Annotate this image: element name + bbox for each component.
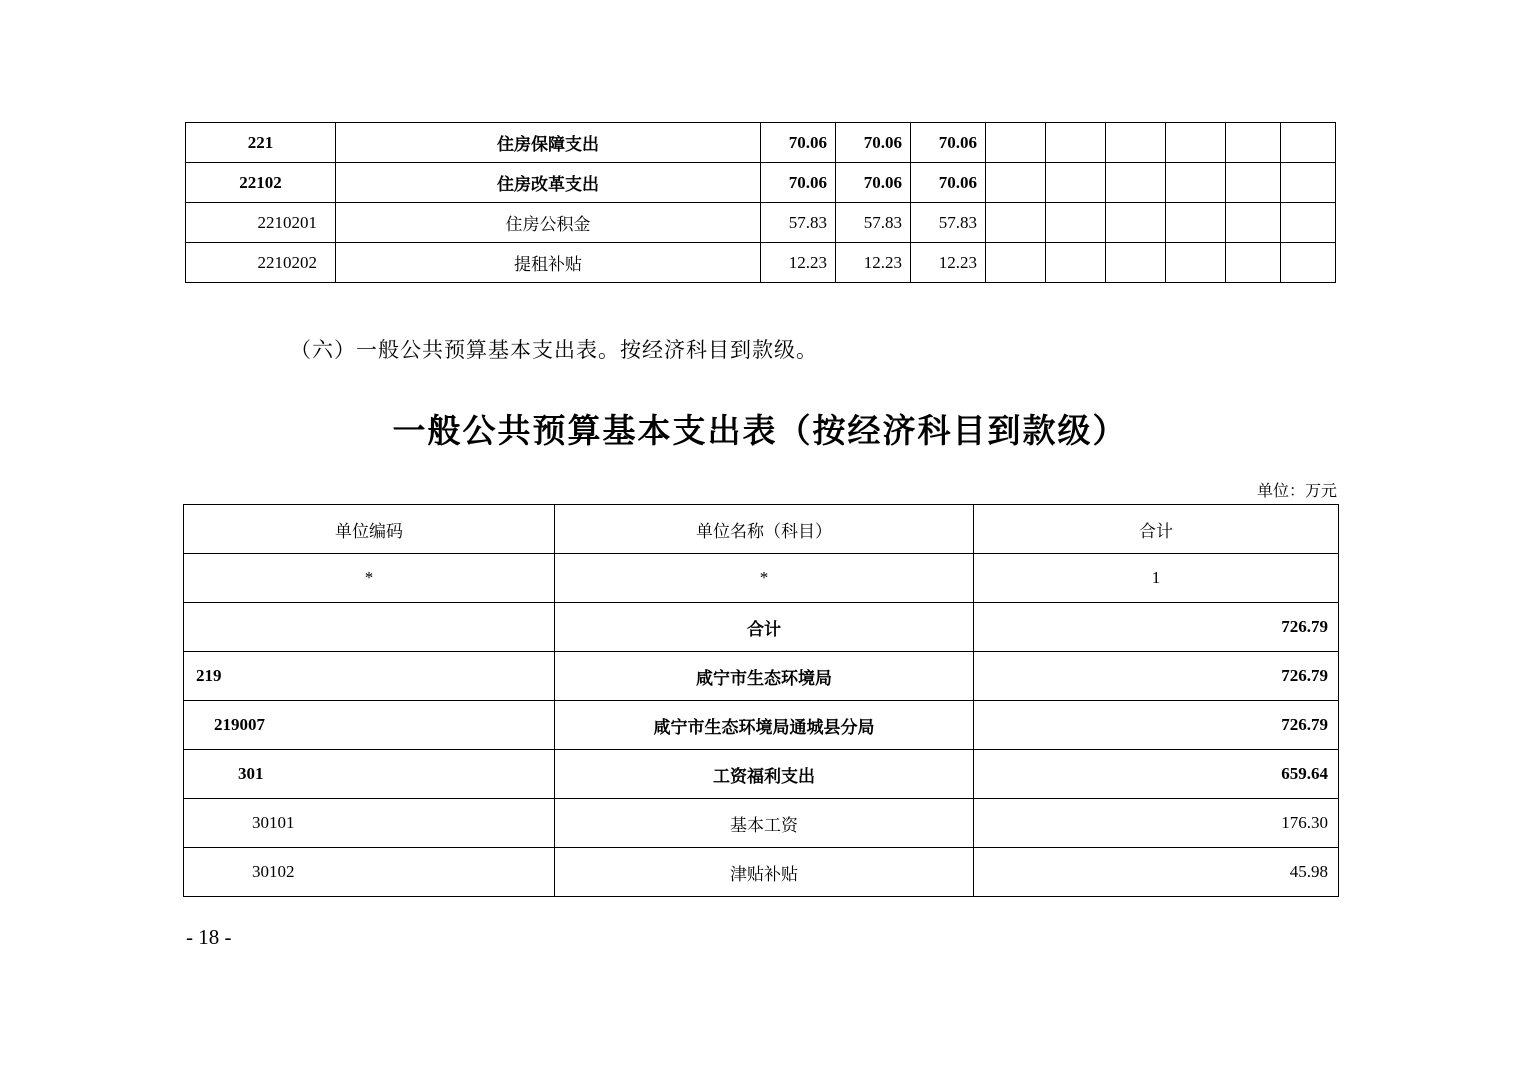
row-value-3: 57.83 xyxy=(911,203,986,243)
row-name: 提租补贴 xyxy=(336,243,761,283)
row-name: 住房保障支出 xyxy=(336,123,761,163)
row-value-3: 12.23 xyxy=(911,243,986,283)
table-row xyxy=(186,203,1336,243)
row-value: 45.98 xyxy=(974,848,1339,897)
continued-expenditure-table xyxy=(185,122,1335,283)
row-value-1: 57.83 xyxy=(761,203,836,243)
row-name: 住房公积金 xyxy=(336,203,761,243)
row-value-9 xyxy=(1281,243,1336,283)
top-table xyxy=(185,122,1336,283)
row-code: 2210201 xyxy=(186,203,336,243)
row-value-9 xyxy=(1281,123,1336,163)
table-header-row xyxy=(184,505,1339,554)
row-name: 工资福利支出 xyxy=(555,750,974,799)
row-code: 219007 xyxy=(184,701,555,750)
row-name: 咸宁市生态环境局 xyxy=(555,652,974,701)
row-value: 726.79 xyxy=(974,652,1339,701)
row-name: 住房改革支出 xyxy=(336,163,761,203)
row-name: 咸宁市生态环境局通城县分局 xyxy=(555,701,974,750)
row-code: 221 xyxy=(186,123,336,163)
table-row xyxy=(186,123,1336,163)
row-value: 726.79 xyxy=(974,701,1339,750)
row-value-1: 12.23 xyxy=(761,243,836,283)
table-row xyxy=(186,163,1336,203)
subheader-total: 1 xyxy=(974,554,1339,603)
page-number: - 18 - xyxy=(186,925,232,949)
table-row xyxy=(184,799,1339,848)
subheader-code: * xyxy=(184,554,555,603)
row-value-6 xyxy=(1106,163,1166,203)
row-value-1: 70.06 xyxy=(761,163,836,203)
row-value-5 xyxy=(1046,203,1106,243)
column-header-total: 合计 xyxy=(974,505,1339,554)
row-value-8 xyxy=(1226,163,1281,203)
section-paragraph: （六）一般公共预算基本支出表。按经济科目到款级。 xyxy=(290,338,818,362)
main-table xyxy=(183,504,1339,897)
row-name: 基本工资 xyxy=(555,799,974,848)
row-code: 301 xyxy=(184,750,555,799)
row-value-8 xyxy=(1226,123,1281,163)
row-value-7 xyxy=(1166,203,1226,243)
column-header-name: 单位名称（科目） xyxy=(555,505,974,554)
row-value-9 xyxy=(1281,163,1336,203)
table-row xyxy=(184,701,1339,750)
row-code: 2210202 xyxy=(186,243,336,283)
row-value-7 xyxy=(1166,243,1226,283)
basic-expenditure-table xyxy=(183,504,1338,897)
table-subheader-row xyxy=(184,554,1339,603)
row-name: 津贴补贴 xyxy=(555,848,974,897)
row-value-9 xyxy=(1281,203,1336,243)
table-row xyxy=(186,243,1336,283)
row-value-2: 70.06 xyxy=(836,123,911,163)
page-title: 一般公共预算基本支出表（按经济科目到款级） xyxy=(392,414,1128,450)
row-value-4 xyxy=(986,123,1046,163)
table-row xyxy=(184,603,1339,652)
row-value-1: 70.06 xyxy=(761,123,836,163)
row-code: 30101 xyxy=(184,799,555,848)
row-value-4 xyxy=(986,163,1046,203)
row-value-5 xyxy=(1046,123,1106,163)
column-header-code: 单位编码 xyxy=(184,505,555,554)
subheader-name: * xyxy=(555,554,974,603)
row-value: 726.79 xyxy=(974,603,1339,652)
row-value-4 xyxy=(986,203,1046,243)
row-value: 176.30 xyxy=(974,799,1339,848)
row-code: 22102 xyxy=(186,163,336,203)
row-value: 659.64 xyxy=(974,750,1339,799)
row-value-6 xyxy=(1106,243,1166,283)
row-value-7 xyxy=(1166,163,1226,203)
row-name: 合计 xyxy=(555,603,974,652)
row-value-2: 57.83 xyxy=(836,203,911,243)
row-value-2: 70.06 xyxy=(836,163,911,203)
row-value-8 xyxy=(1226,203,1281,243)
row-value-2: 12.23 xyxy=(836,243,911,283)
table-row xyxy=(184,750,1339,799)
row-value-6 xyxy=(1106,123,1166,163)
row-value-4 xyxy=(986,243,1046,283)
row-value-5 xyxy=(1046,163,1106,203)
table-row xyxy=(184,652,1339,701)
row-code: 30102 xyxy=(184,848,555,897)
table-row xyxy=(184,848,1339,897)
row-value-7 xyxy=(1166,123,1226,163)
row-code: 219 xyxy=(184,652,555,701)
row-value-5 xyxy=(1046,243,1106,283)
row-value-3: 70.06 xyxy=(911,123,986,163)
unit-note: 单位：万元 xyxy=(1256,483,1337,500)
row-code xyxy=(184,603,555,652)
row-value-3: 70.06 xyxy=(911,163,986,203)
row-value-8 xyxy=(1226,243,1281,283)
row-value-6 xyxy=(1106,203,1166,243)
